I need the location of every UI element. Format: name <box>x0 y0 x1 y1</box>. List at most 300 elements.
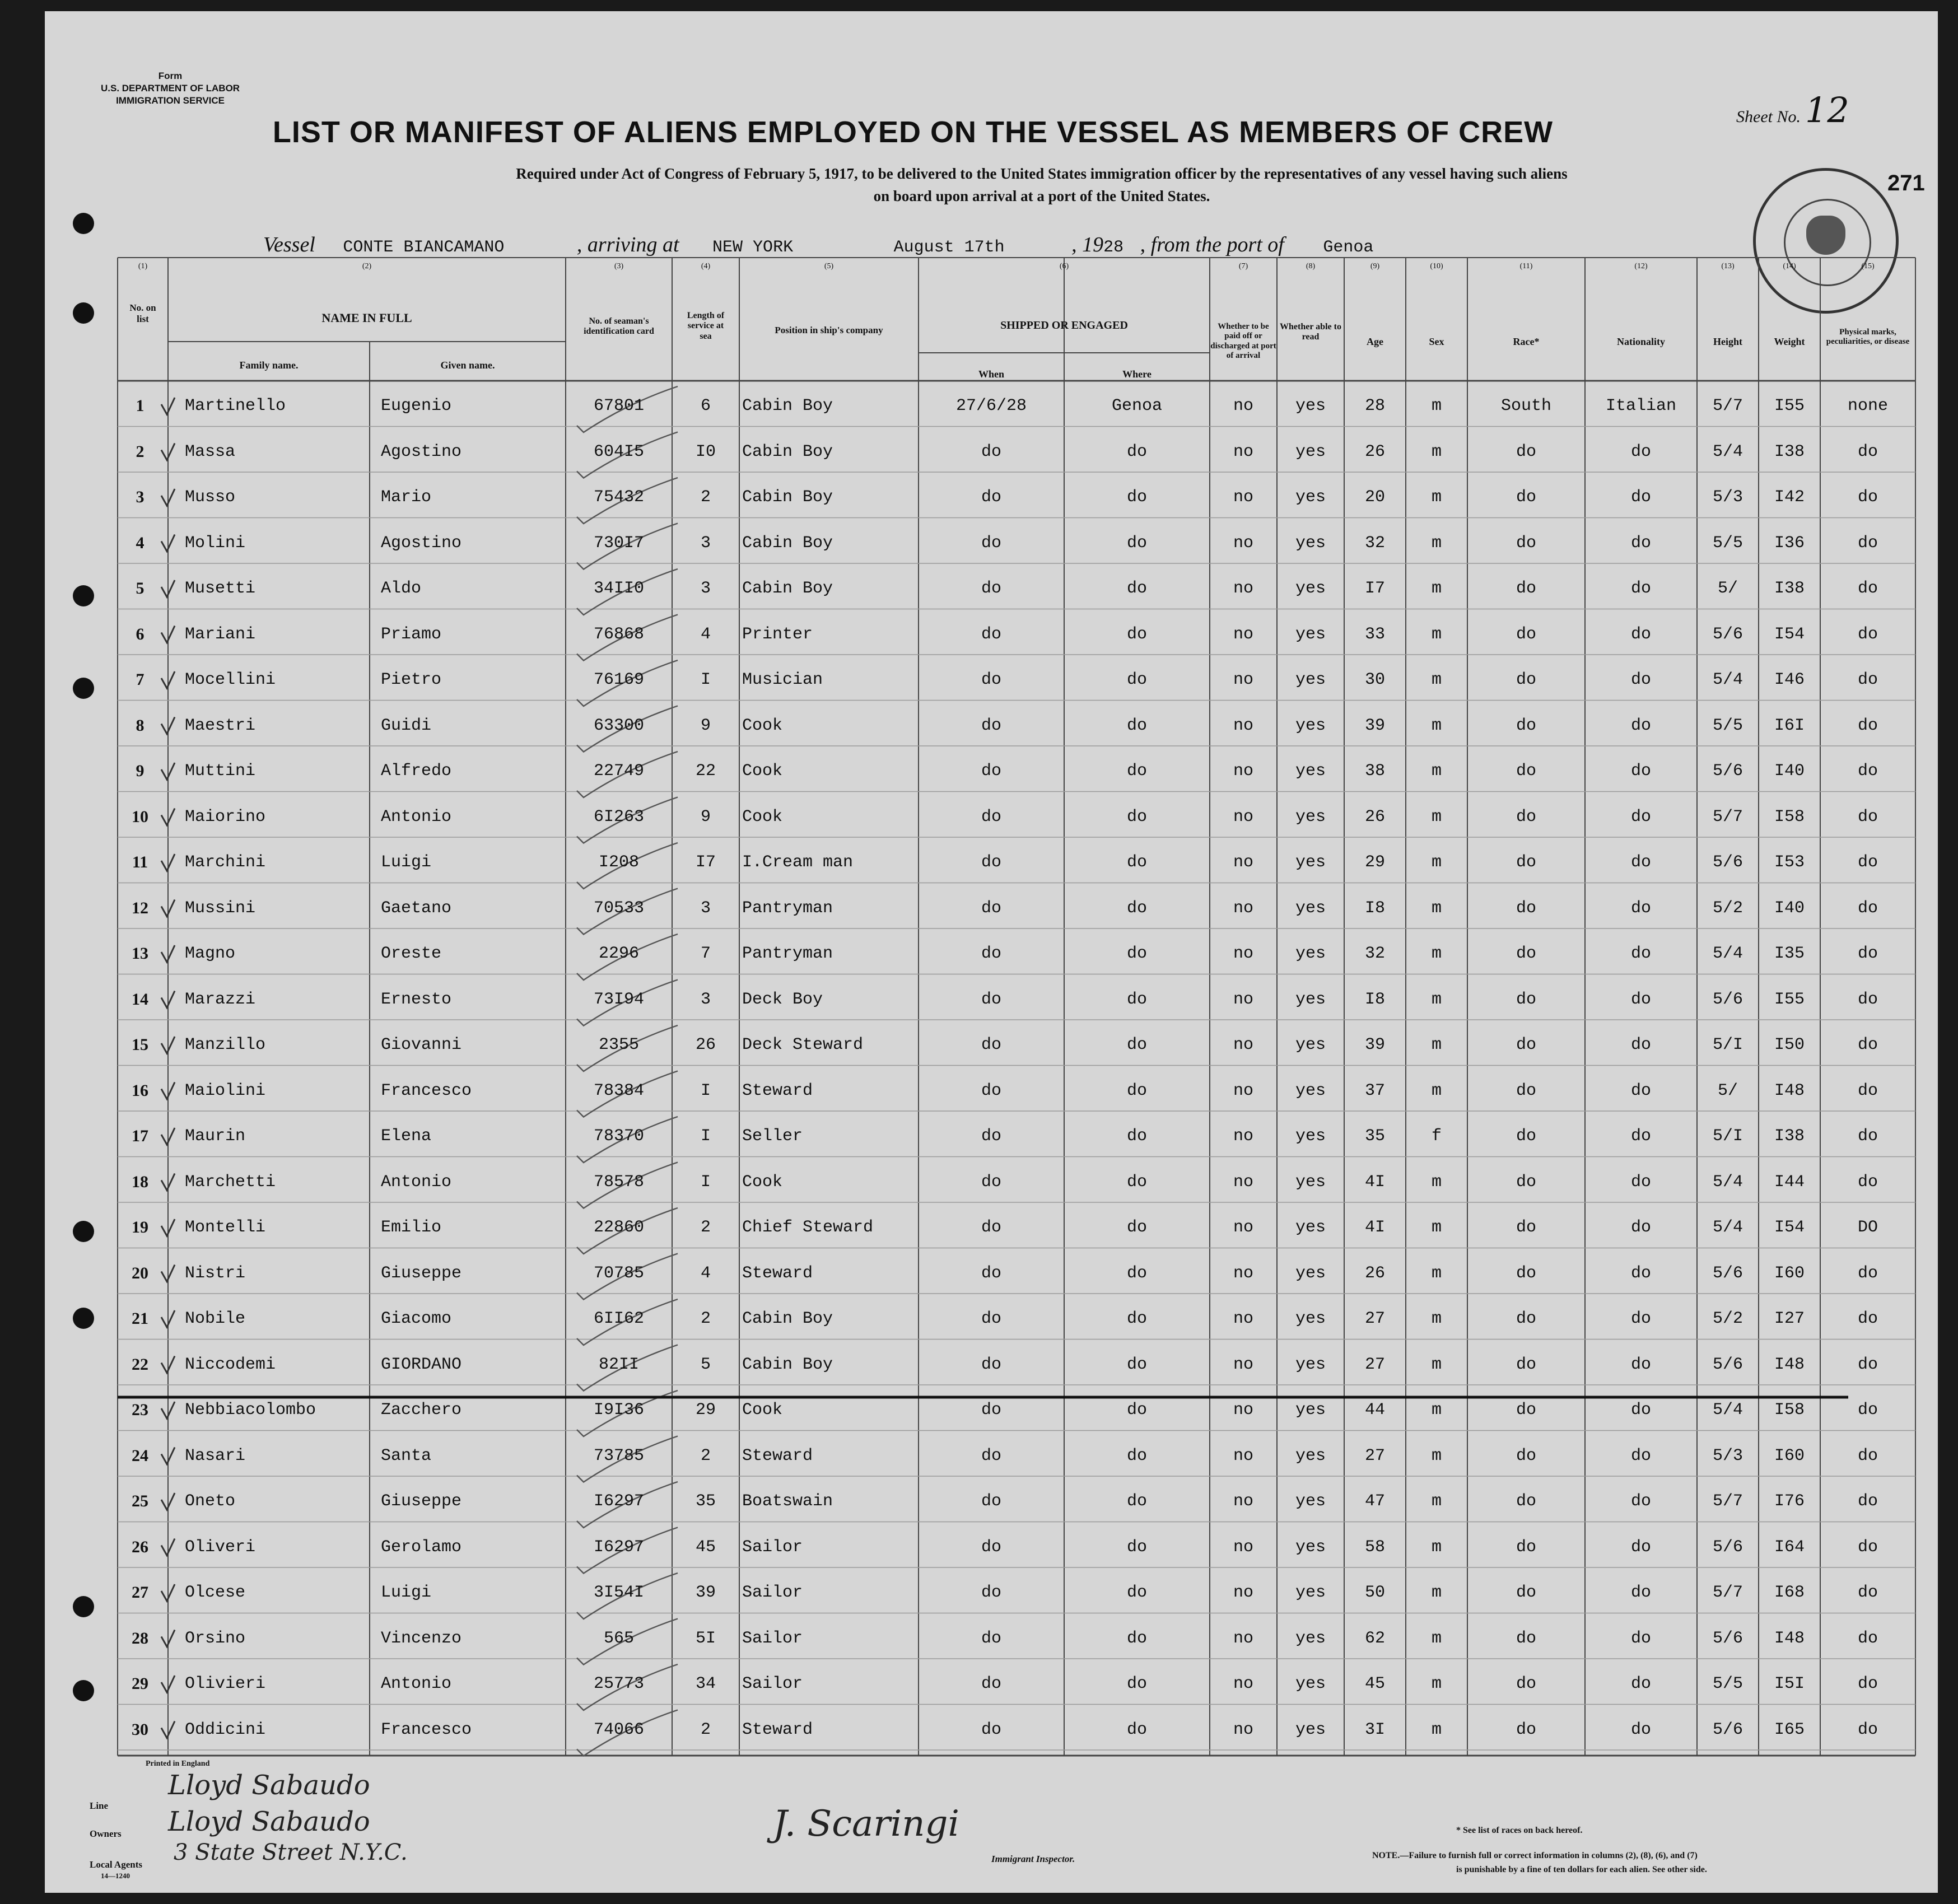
cell-id-card: 67801 <box>593 396 644 416</box>
cell-age: I8 <box>1364 990 1385 1009</box>
cell-no: 23 <box>132 1401 148 1419</box>
cell-no: 22 <box>132 1355 148 1374</box>
cell-weight: I38 <box>1774 579 1805 598</box>
cell-weight: I40 <box>1774 762 1805 781</box>
cell-marks: DO <box>1857 1218 1878 1237</box>
cell-paid: no <box>1233 1355 1253 1374</box>
cell-read: yes <box>1295 853 1326 872</box>
cell-weight: I68 <box>1774 1583 1805 1602</box>
cell-position: I.Cream man <box>742 853 854 872</box>
cell-given-name: Emilio <box>381 1218 442 1237</box>
cell-family-name: Niccodemi <box>185 1355 276 1374</box>
cell-no: 13 <box>132 944 148 963</box>
cell-height: 5/4 <box>1712 1401 1743 1420</box>
cell-marks: do <box>1857 1263 1878 1283</box>
cell-where: do <box>1126 442 1147 461</box>
column-number: (9) <box>1370 262 1380 270</box>
cell-height: 5/3 <box>1712 1446 1743 1466</box>
cell-nationality: do <box>1630 488 1651 507</box>
header-height: Height <box>1713 336 1742 347</box>
cell-given-name: Oreste <box>381 944 442 963</box>
cell-sex: m <box>1431 990 1442 1009</box>
cell-marks: do <box>1857 1674 1878 1693</box>
cell-marks: do <box>1857 1309 1878 1328</box>
cell-nationality: do <box>1630 1401 1651 1420</box>
cell-given-name: Antonio <box>381 1674 452 1693</box>
cell-read: yes <box>1295 1263 1326 1283</box>
cell-sex: m <box>1431 1263 1442 1283</box>
cell-position: Cook <box>742 1401 783 1420</box>
cell-no: 20 <box>132 1263 148 1282</box>
cell-where: do <box>1126 807 1147 827</box>
cell-read: yes <box>1295 488 1326 507</box>
cell-height: 5/6 <box>1712 853 1743 872</box>
cell-family-name: Oneto <box>185 1492 236 1511</box>
cell-race: do <box>1516 1720 1536 1739</box>
cell-race: do <box>1516 1263 1536 1283</box>
cell-nationality: Italian <box>1605 396 1677 416</box>
cell-sex: m <box>1431 442 1442 461</box>
cell-when: do <box>981 762 1001 781</box>
cell-weight: I35 <box>1774 944 1805 963</box>
cell-weight: I54 <box>1774 624 1805 644</box>
cell-no: 27 <box>132 1583 148 1602</box>
cell-paid: no <box>1233 1446 1253 1466</box>
cell-marks: do <box>1857 579 1878 598</box>
header-physical-marks: Physical marks, peculiarities, or disease <box>1826 328 1910 347</box>
cell-weight: I53 <box>1774 853 1805 872</box>
header-length-of-service: Length of service at sea <box>687 311 725 341</box>
cell-service: 9 <box>700 807 711 827</box>
cell-marks: do <box>1857 1537 1878 1557</box>
cell-family-name: Mussini <box>185 898 256 918</box>
cell-family-name: Manzillo <box>185 1035 266 1054</box>
cell-no: 8 <box>136 716 144 735</box>
cell-marks: do <box>1857 944 1878 963</box>
cell-service: I <box>700 1172 711 1192</box>
cell-given-name: Francesco <box>381 1720 472 1739</box>
cell-family-name: Mocellini <box>185 670 276 689</box>
cell-paid: no <box>1233 1583 1253 1602</box>
cell-marks: do <box>1857 670 1878 689</box>
cell-paid: no <box>1233 624 1253 644</box>
cell-position: Steward <box>742 1263 813 1283</box>
cell-nationality: do <box>1630 1172 1651 1192</box>
cell-race: do <box>1516 716 1536 735</box>
cell-height: 5/2 <box>1712 898 1743 918</box>
header-age: Age <box>1367 336 1383 347</box>
cell-age: 47 <box>1364 1492 1385 1511</box>
cell-where: do <box>1126 1218 1147 1237</box>
cell-where: do <box>1126 1492 1147 1511</box>
cell-weight: I48 <box>1774 1081 1805 1100</box>
cell-family-name: Nobile <box>185 1309 246 1328</box>
form-department: U.S. DEPARTMENT OF LABOR <box>101 83 240 94</box>
printed-in-label: Printed in England <box>146 1760 210 1768</box>
cell-paid: no <box>1233 488 1253 507</box>
cell-position: Printer <box>742 624 813 644</box>
cell-marks: do <box>1857 1720 1878 1739</box>
cell-nationality: do <box>1630 1263 1651 1283</box>
cell-sex: m <box>1431 1537 1442 1557</box>
cell-age: 3I <box>1364 1720 1385 1739</box>
cell-race: South <box>1500 396 1551 416</box>
cell-id-card: 22860 <box>593 1218 644 1237</box>
cell-paid: no <box>1233 762 1253 781</box>
column-number: (11) <box>1519 262 1533 270</box>
cell-id-card: 2296 <box>598 944 639 963</box>
cell-where: do <box>1126 762 1147 781</box>
cell-service: 3 <box>700 898 711 918</box>
cell-nationality: do <box>1630 990 1651 1009</box>
cell-family-name: Oliveri <box>185 1537 256 1557</box>
cell-paid: no <box>1233 670 1253 689</box>
cell-id-card: 76868 <box>593 624 644 644</box>
inspector-signature: J. Scaringi <box>773 1803 959 1845</box>
cell-sex: f <box>1431 1127 1442 1146</box>
cell-given-name: Vincenzo <box>381 1628 462 1648</box>
cell-when: do <box>981 579 1001 598</box>
cell-given-name: Santa <box>381 1446 432 1466</box>
cell-sex: m <box>1431 488 1442 507</box>
cell-age: 32 <box>1364 944 1385 963</box>
cell-nationality: do <box>1630 1674 1651 1693</box>
cell-read: yes <box>1295 762 1326 781</box>
cell-read: yes <box>1295 1127 1326 1146</box>
cell-given-name: Luigi <box>381 853 432 872</box>
cell-service: I7 <box>695 853 716 872</box>
cell-age: I8 <box>1364 898 1385 918</box>
cell-read: yes <box>1295 579 1326 598</box>
cell-family-name: Maiolini <box>185 1081 266 1100</box>
cell-nationality: do <box>1630 1720 1651 1739</box>
cell-id-card: 82II <box>598 1355 639 1374</box>
departure-port: Genoa <box>1323 238 1374 257</box>
cell-when: do <box>981 898 1001 918</box>
cell-position: Cabin Boy <box>742 533 833 553</box>
cell-given-name: Antonio <box>381 1172 452 1192</box>
cell-where: do <box>1126 488 1147 507</box>
cell-paid: no <box>1233 1628 1253 1648</box>
header-id-card: No. of seaman's identification card <box>584 316 654 337</box>
cell-weight: I55 <box>1774 990 1805 1009</box>
cell-when: do <box>981 488 1001 507</box>
cell-sex: m <box>1431 1172 1442 1192</box>
cell-height: 5/6 <box>1712 990 1743 1009</box>
cell-service: 6 <box>700 396 711 416</box>
cell-family-name: Orsino <box>185 1628 246 1648</box>
cell-nationality: do <box>1630 442 1651 461</box>
header-sex: Sex <box>1429 336 1444 347</box>
cell-position: Pantryman <box>742 944 833 963</box>
sheet-number-label: Sheet No. <box>1736 108 1801 126</box>
cell-no: 30 <box>132 1720 148 1739</box>
cell-service: I <box>700 1127 711 1146</box>
cell-marks: do <box>1857 533 1878 553</box>
cell-paid: no <box>1233 1401 1253 1420</box>
cell-no: 26 <box>132 1537 148 1556</box>
cell-nationality: do <box>1630 1127 1651 1146</box>
cell-weight: I54 <box>1774 1218 1805 1237</box>
line-value: Lloyd Sabaudo <box>168 1770 370 1801</box>
cell-id-card: 730I7 <box>593 533 644 553</box>
cell-nationality: do <box>1630 1537 1651 1557</box>
cell-nationality: do <box>1630 1355 1651 1374</box>
cell-when: do <box>981 670 1001 689</box>
cell-age: 50 <box>1364 1583 1385 1602</box>
cell-weight: I27 <box>1774 1309 1805 1328</box>
cell-id-card: 565 <box>603 1628 634 1648</box>
cell-weight: I65 <box>1774 1720 1805 1739</box>
cell-weight: I38 <box>1774 442 1805 461</box>
cell-read: yes <box>1295 1172 1326 1192</box>
cell-marks: do <box>1857 488 1878 507</box>
cell-height: 5/6 <box>1712 1537 1743 1557</box>
cell-where: do <box>1126 1674 1147 1693</box>
cell-when: do <box>981 1583 1001 1602</box>
cell-family-name: Marchetti <box>185 1172 276 1192</box>
cell-id-card: 73I94 <box>593 990 644 1009</box>
cell-service: 5 <box>700 1355 711 1374</box>
cell-no: 10 <box>132 807 148 826</box>
cell-family-name: Muttini <box>185 762 256 781</box>
cell-read: yes <box>1295 898 1326 918</box>
cell-family-name: Musetti <box>185 579 256 598</box>
column-number: (8) <box>1306 262 1316 270</box>
cell-when: do <box>981 442 1001 461</box>
cell-height: 5/3 <box>1712 488 1743 507</box>
cell-paid: no <box>1233 807 1253 827</box>
cell-when: do <box>981 990 1001 1009</box>
cell-when: do <box>981 1628 1001 1648</box>
cell-service: 4 <box>700 624 711 644</box>
cell-id-card: 73785 <box>593 1446 644 1466</box>
cell-race: do <box>1516 898 1536 918</box>
cell-given-name: Giuseppe <box>381 1263 462 1283</box>
cell-height: 5/5 <box>1712 1674 1743 1693</box>
cell-height: 5/4 <box>1712 442 1743 461</box>
cell-position: Deck Steward <box>742 1035 864 1054</box>
cell-age: 39 <box>1364 716 1385 735</box>
cell-given-name: Elena <box>381 1127 432 1146</box>
cell-position: Cook <box>742 807 783 827</box>
cell-paid: no <box>1233 1218 1253 1237</box>
cell-marks: do <box>1857 762 1878 781</box>
cell-nationality: do <box>1630 853 1651 872</box>
cell-when: do <box>981 624 1001 644</box>
cell-id-card: 34II0 <box>593 579 644 598</box>
cell-when: do <box>981 1309 1001 1328</box>
cell-age: 26 <box>1364 1263 1385 1283</box>
cell-weight: I48 <box>1774 1355 1805 1374</box>
cell-marks: do <box>1857 624 1878 644</box>
cell-no: 14 <box>132 990 148 1009</box>
cell-marks: do <box>1857 442 1878 461</box>
cell-sex: m <box>1431 1492 1442 1511</box>
cell-no: 29 <box>132 1674 148 1693</box>
cell-id-card: 22749 <box>593 762 644 781</box>
cell-given-name: Pietro <box>381 670 442 689</box>
cell-sex: m <box>1431 807 1442 827</box>
cell-read: yes <box>1295 807 1326 827</box>
cell-read: yes <box>1295 716 1326 735</box>
cell-given-name: Aldo <box>381 579 422 598</box>
header-no-on-list: No. on list <box>129 302 156 324</box>
cell-position: Cook <box>742 716 783 735</box>
column-number: (3) <box>614 262 624 270</box>
cell-nationality: do <box>1630 716 1651 735</box>
cell-race: do <box>1516 1218 1536 1237</box>
cell-service: 7 <box>700 944 711 963</box>
cell-marks: do <box>1857 1401 1878 1420</box>
page-title: LIST OR MANIFEST OF ALIENS EMPLOYED ON THE VESSEL AS MEMBERS OF CREW <box>272 115 1554 149</box>
cell-sex: m <box>1431 944 1442 963</box>
cell-sex: m <box>1431 1674 1442 1693</box>
cell-id-card: 3I54I <box>593 1583 644 1602</box>
cell-nationality: do <box>1630 1583 1651 1602</box>
column-number: (15) <box>1861 262 1875 270</box>
cell-id-card: 78370 <box>593 1127 644 1146</box>
cell-weight: I5I <box>1774 1674 1805 1693</box>
cell-service: 22 <box>695 762 716 781</box>
cell-nationality: do <box>1630 1309 1651 1328</box>
cell-no: 15 <box>132 1035 148 1054</box>
cell-height: 5/4 <box>1712 1172 1743 1192</box>
cell-family-name: Mariani <box>185 624 256 644</box>
cell-service: 2 <box>700 1446 711 1466</box>
cell-age: 45 <box>1364 1674 1385 1693</box>
cell-weight: I6I <box>1774 716 1805 735</box>
cell-marks: do <box>1857 1446 1878 1466</box>
cell-service: 29 <box>695 1401 716 1420</box>
cell-read: yes <box>1295 1401 1326 1420</box>
cell-position: Cabin Boy <box>742 1309 833 1328</box>
manifest-sheet <box>45 11 1938 1893</box>
year-prefix: , 19 <box>1071 233 1104 256</box>
cell-when: do <box>981 1263 1001 1283</box>
cell-when: do <box>981 853 1001 872</box>
cell-height: 5/7 <box>1712 396 1743 416</box>
cell-paid: no <box>1233 1674 1253 1693</box>
cell-weight: I64 <box>1774 1537 1805 1557</box>
cell-position: Cabin Boy <box>742 442 833 461</box>
cell-where: do <box>1126 670 1147 689</box>
cell-when: do <box>981 807 1001 827</box>
cell-age: 39 <box>1364 1035 1385 1054</box>
cell-when: do <box>981 1355 1001 1374</box>
column-number: (4) <box>701 262 711 270</box>
cell-age: 30 <box>1364 670 1385 689</box>
cell-height: 5/6 <box>1712 624 1743 644</box>
cell-age: 58 <box>1364 1537 1385 1557</box>
cell-read: yes <box>1295 1355 1326 1374</box>
cell-paid: no <box>1233 853 1253 872</box>
cell-given-name: Ernesto <box>381 990 452 1009</box>
cell-age: I7 <box>1364 579 1385 598</box>
subtitle-line-2: on board upon arrival at a port of the United States. <box>873 188 1210 204</box>
cell-id-card: 78384 <box>593 1081 644 1100</box>
cell-age: 29 <box>1364 853 1385 872</box>
cell-service: 3 <box>700 990 711 1009</box>
cell-read: yes <box>1295 1720 1326 1739</box>
cell-id-card: 74066 <box>593 1720 644 1739</box>
cell-race: do <box>1516 1401 1536 1420</box>
cell-service: 2 <box>700 1218 711 1237</box>
cell-sex: m <box>1431 579 1442 598</box>
cell-where: do <box>1126 944 1147 963</box>
sheet-number-value: 12 <box>1805 90 1849 130</box>
inspector-label: Immigrant Inspector. <box>991 1854 1075 1864</box>
cell-nationality: do <box>1630 1081 1651 1100</box>
cell-where: do <box>1126 1446 1147 1466</box>
form-line: Form <box>158 71 183 81</box>
cell-sex: m <box>1431 1720 1442 1739</box>
cell-where: do <box>1126 1081 1147 1100</box>
race-note: * See list of races on back hereof. <box>1456 1826 1583 1835</box>
cell-family-name: Oddicini <box>185 1720 266 1739</box>
cell-height: 5/ <box>1717 1081 1738 1100</box>
cell-race: do <box>1516 1127 1536 1146</box>
cell-paid: no <box>1233 716 1253 735</box>
cell-family-name: Molini <box>185 533 246 553</box>
cell-read: yes <box>1295 624 1326 644</box>
cell-sex: m <box>1431 624 1442 644</box>
cell-when: do <box>981 1081 1001 1100</box>
cell-height: 5/I <box>1712 1127 1743 1146</box>
cell-paid: no <box>1233 944 1253 963</box>
cell-marks: do <box>1857 990 1878 1009</box>
cell-position: Cook <box>742 762 783 781</box>
cell-race: do <box>1516 624 1536 644</box>
cell-height: 5/6 <box>1712 1263 1743 1283</box>
column-number: (6) <box>1059 262 1069 270</box>
cell-family-name: Maiorino <box>185 807 266 827</box>
cell-race: do <box>1516 1309 1536 1328</box>
cell-weight: I46 <box>1774 670 1805 689</box>
cell-position: Sailor <box>742 1674 803 1693</box>
cell-when: do <box>981 1720 1001 1739</box>
cell-where: do <box>1126 1309 1147 1328</box>
cell-service: 3 <box>700 579 711 598</box>
cell-read: yes <box>1295 1492 1326 1511</box>
cell-id-card: 604I5 <box>593 442 644 461</box>
cell-paid: no <box>1233 533 1253 553</box>
cell-id-card: 78578 <box>593 1172 644 1192</box>
cell-race: do <box>1516 807 1536 827</box>
agents-label: Local Agents <box>90 1859 142 1870</box>
cell-family-name: Olivieri <box>185 1674 266 1693</box>
cell-age: 35 <box>1364 1127 1385 1146</box>
cell-sex: m <box>1431 396 1442 416</box>
cell-family-name: Musso <box>185 488 236 507</box>
cell-no: 12 <box>132 898 148 917</box>
cell-sex: m <box>1431 898 1442 918</box>
cell-read: yes <box>1295 1309 1326 1328</box>
cell-no: 19 <box>132 1218 148 1236</box>
cell-service: 26 <box>695 1035 716 1054</box>
cell-given-name: Luigi <box>381 1583 432 1602</box>
cell-race: do <box>1516 488 1536 507</box>
subtitle-line-1: Required under Act of Congress of February 5, 1917, to be delivered to the United States immigration officer by the representatives of any vessel having such aliens <box>516 165 1568 182</box>
cell-position: Cabin Boy <box>742 1355 833 1374</box>
arrival-port: NEW YORK <box>712 238 794 257</box>
cell-paid: no <box>1233 442 1253 461</box>
cell-race: do <box>1516 1355 1536 1374</box>
cell-weight: I60 <box>1774 1446 1805 1466</box>
cell-sex: m <box>1431 1628 1442 1648</box>
line-label: Line <box>90 1800 109 1811</box>
cell-height: 5/7 <box>1712 1583 1743 1602</box>
